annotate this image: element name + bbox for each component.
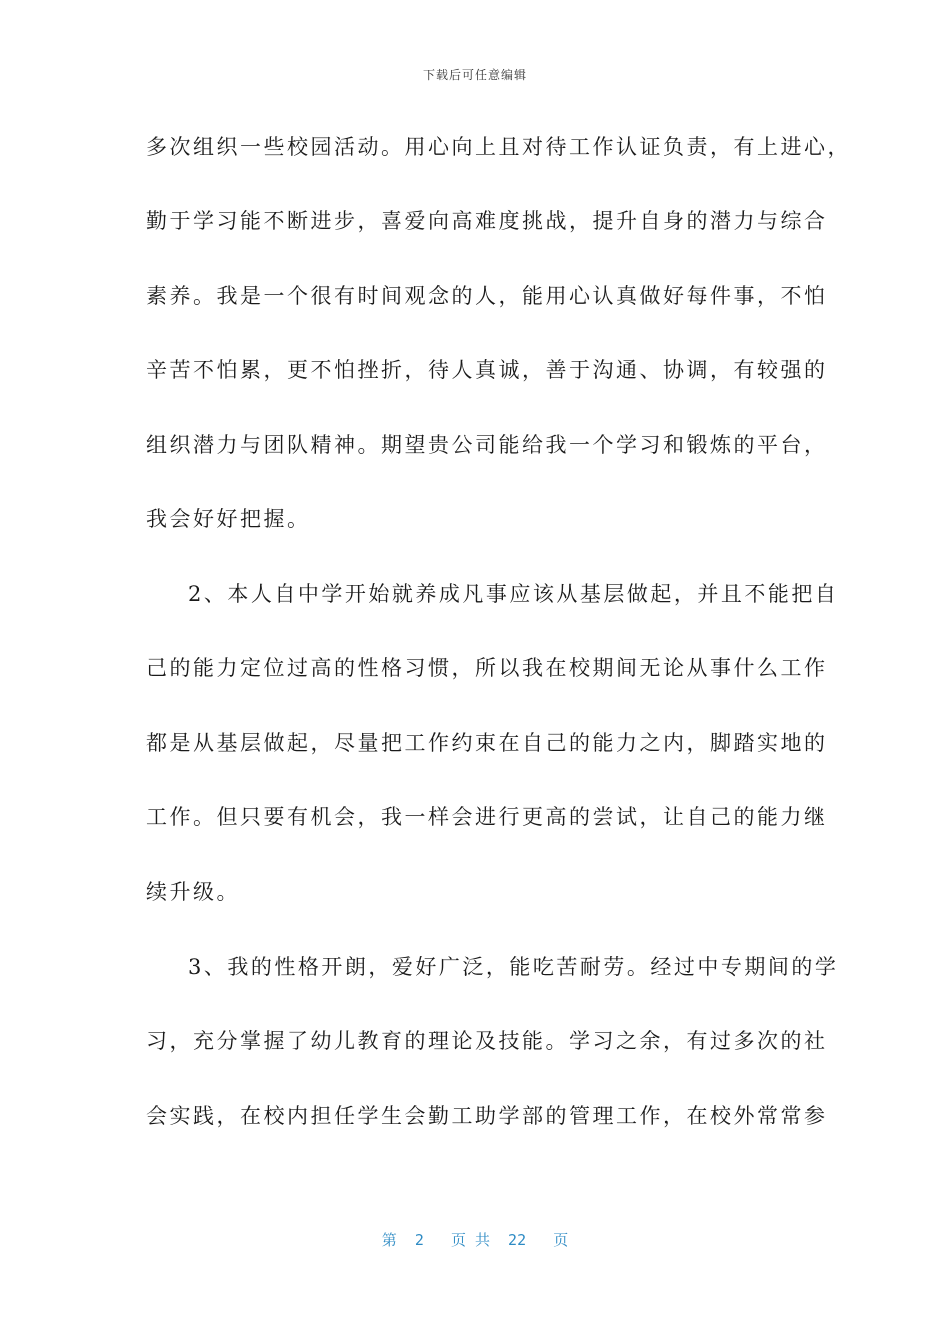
page-footer: 第 2 页 共 22 页 <box>381 1231 569 1249</box>
page-header: 下载后可任意编辑 <box>422 68 527 82</box>
text-line: 组织潜力与团队精神。期望贵公司能给我一个学习和锻炼的平台， <box>146 433 828 457</box>
text-line: 己的能力定位过高的性格习惯，所以我在校期间无论从事什么工作 <box>146 656 828 680</box>
text-line: 工作。但只要有机会，我一样会进行更高的尝试，让自己的能力继 <box>146 805 828 829</box>
text-line: 会实践，在校内担任学生会勤工助学部的管理工作，在校外常常参 <box>146 1104 828 1128</box>
text-line: 习，充分掌握了幼儿教育的理论及技能。学习之余，有过多次的社 <box>146 1029 828 1053</box>
text-line: 辛苦不怕累，更不怕挫折，待人真诚，善于沟通、协调，有较强的 <box>146 358 828 382</box>
text-line: 都是从基层做起，尽量把工作约束在自己的能力之内，脚踏实地的 <box>146 731 828 755</box>
text-line: 2、本人自中学开始就养成凡事应该从基层做起，并且不能把自 <box>188 582 839 606</box>
text-line: 3、我的性格开朗，爱好广泛，能吃苦耐劳。经过中专期间的学 <box>188 955 839 979</box>
text-line: 我会好好把握。 <box>146 507 311 531</box>
text-line: 勤于学习能不断进步，喜爱向高难度挑战，提升自身的潜力与综合 <box>146 209 828 233</box>
text-line: 多次组织一些校园活动。用心向上且对待工作认证负责，有上进心， <box>146 135 851 159</box>
text-line: 素养。我是一个很有时间观念的人，能用心认真做好每件事，不怕 <box>146 284 828 308</box>
text-line: 续升级。 <box>146 880 240 904</box>
